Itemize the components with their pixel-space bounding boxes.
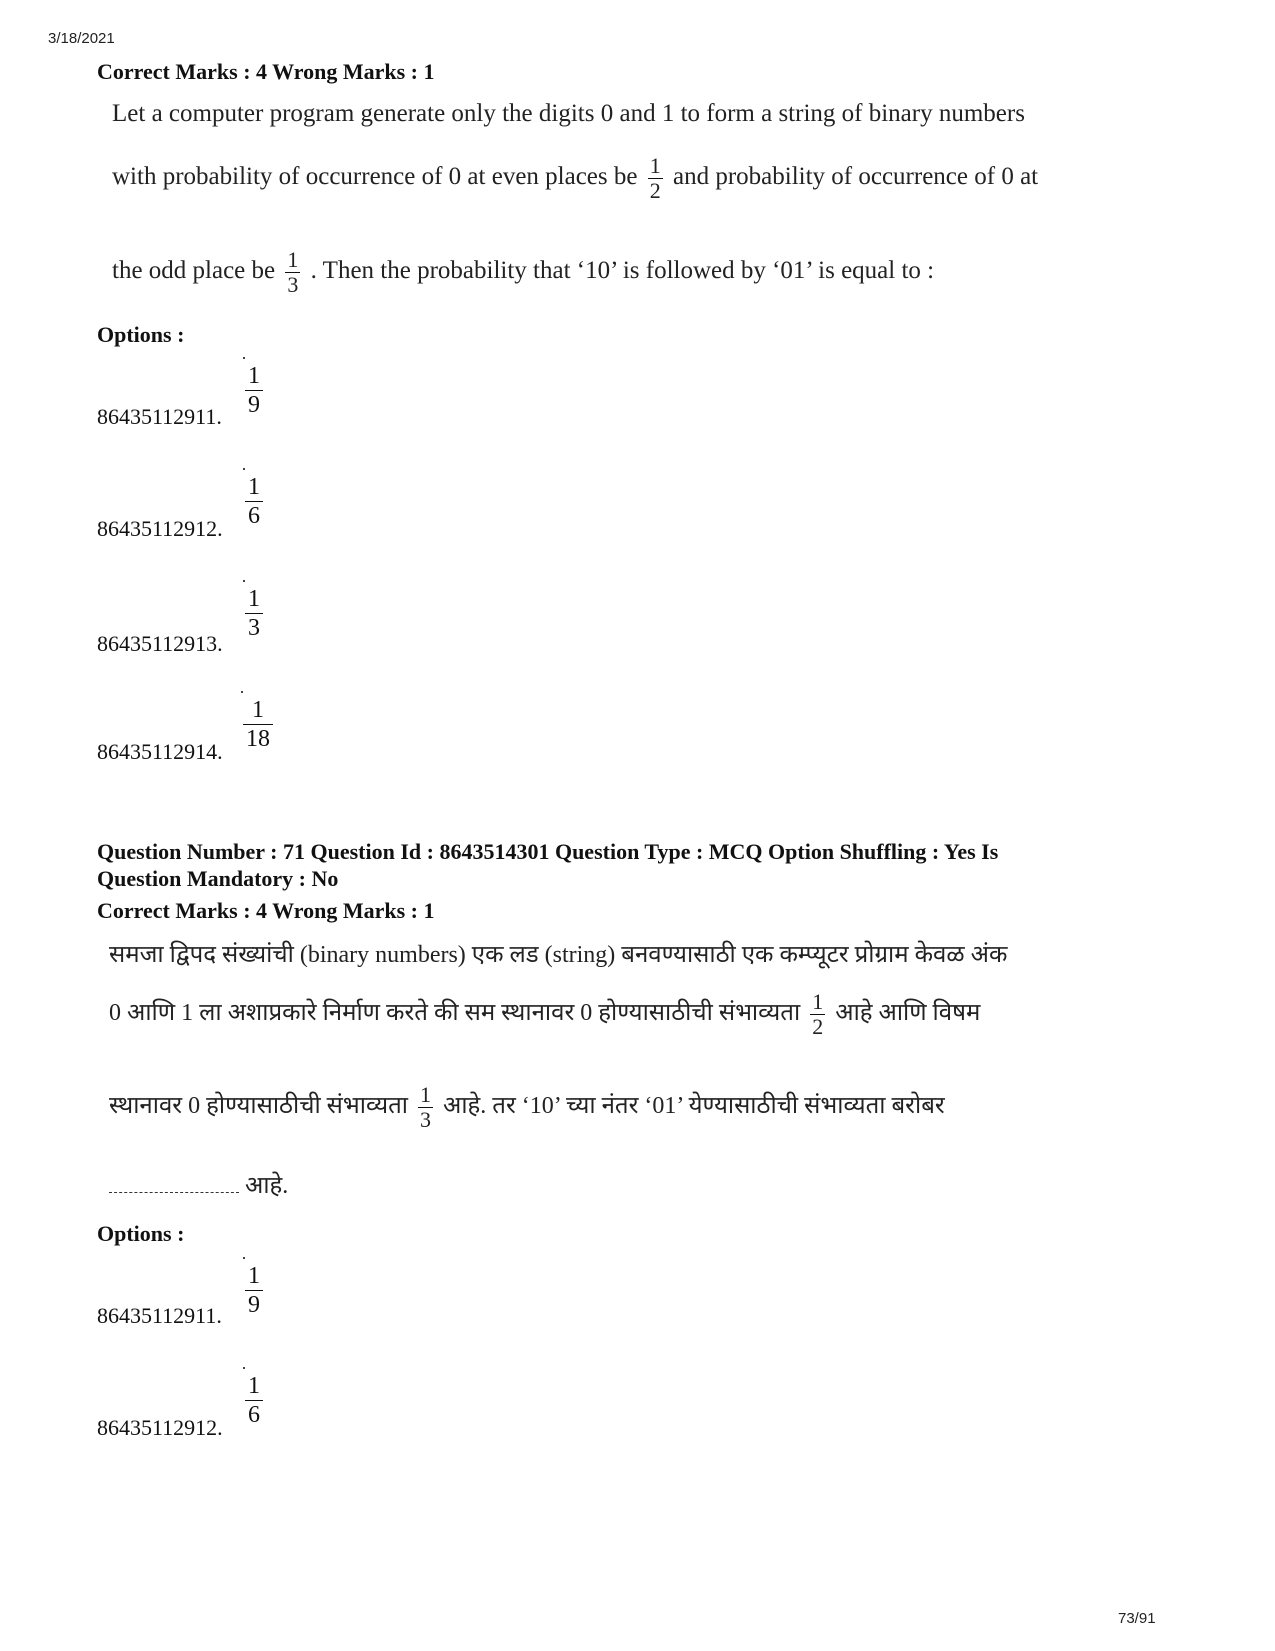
q71-fraction-half	[810, 990, 825, 1039]
option-marker	[243, 1367, 245, 1369]
fraction-denominator: 18	[246, 726, 270, 752]
q70-option-2-id[interactable]: 86435112912.	[97, 516, 223, 541]
q71-stem-line2	[109, 990, 980, 1039]
fraction-numerator: 1	[245, 473, 263, 502]
q71-options-label: Options :	[97, 1221, 185, 1246]
q71-option-2-id[interactable]: 86435112912.	[97, 1415, 223, 1440]
fraction-denominator: 6	[248, 1402, 260, 1428]
q71-marks: Correct Marks : 4 Wrong Marks : 1	[97, 898, 435, 923]
fraction-numerator: 1	[287, 247, 299, 272]
q70-option-3-fraction	[245, 585, 263, 642]
q71-fraction-third	[418, 1083, 433, 1132]
q70-fraction-third	[285, 248, 300, 297]
q70-stem-line2	[112, 154, 1038, 203]
q71-stem-line3-b: आहे. तर ‘10’ च्या नंतर ‘01’ येण्यासाठीची संभाव्यता बरोबर	[443, 1093, 945, 1120]
q71-stem-line3-a: स्थानावर 0 होण्यासाठीची संभाव्यता	[109, 1093, 408, 1120]
fraction-denominator: 2	[649, 178, 661, 203]
fraction-numerator: 1	[245, 1372, 263, 1401]
q70-stem-line3-a: the odd place be	[112, 257, 276, 285]
q71-option-1-fraction	[245, 1262, 263, 1319]
option-marker	[243, 1257, 245, 1259]
q71-stem-line4	[109, 1168, 288, 1201]
fraction-numerator: 1	[245, 1262, 263, 1291]
q70-stem-line3	[112, 248, 934, 297]
fraction-denominator: 9	[248, 1292, 260, 1318]
fraction-numerator: 1	[245, 362, 263, 391]
option-marker	[243, 468, 245, 470]
fraction-numerator: 1	[243, 696, 273, 725]
fraction-numerator: 1	[649, 153, 661, 178]
fraction-denominator: 3	[287, 272, 299, 297]
q71-stem-line2-a: 0 आणि 1 ला अशाप्रकारे निर्माण करते की सम स्थानावर 0 होण्यासाठीची संभाव्यता	[109, 1000, 801, 1027]
print-date: 3/18/2021	[48, 30, 115, 47]
fraction-numerator: 1	[420, 1082, 431, 1107]
q71-header-line2: Question Mandatory : No	[97, 866, 339, 891]
fraction-denominator: 6	[248, 503, 260, 529]
q71-stem-line3	[109, 1083, 945, 1132]
q71-stem-line2-b: आहे आणि विषम	[835, 1000, 981, 1027]
fraction-numerator: 1	[245, 585, 263, 614]
fraction-numerator: 1	[812, 989, 824, 1014]
fraction-denominator: 3	[248, 615, 260, 641]
q70-stem-line1: Let a computer program generate only the digits 0 and 1 to form a string of binary numbers	[112, 100, 1025, 127]
q70-stem-line2-a: with probability of occurrence of 0 at even places be	[112, 163, 638, 191]
fraction-denominator: 9	[248, 392, 260, 418]
q70-stem-line3-b: . Then the probability that ‘10’ is followed by ‘01’ is equal to :	[310, 257, 935, 285]
q71-option-1-id[interactable]: 86435112911.	[97, 1303, 222, 1328]
q70-option-1-fraction	[245, 362, 263, 419]
q71-header-line1: Question Number : 71 Question Id : 8643514301 Question Type : MCQ Option Shuffling : Yes Is	[97, 839, 999, 864]
q70-option-4-id[interactable]: 86435112914.	[97, 739, 223, 764]
q71-stem-line4-text: आहे.	[245, 1173, 289, 1199]
q70-fraction-half	[648, 154, 663, 203]
option-marker	[243, 580, 245, 582]
q70-option-4-fraction	[243, 696, 273, 753]
q71-option-2-fraction	[245, 1372, 263, 1429]
answer-blank	[109, 1192, 239, 1193]
q70-option-1-id[interactable]: 86435112911.	[97, 404, 222, 429]
option-marker	[241, 691, 243, 693]
page-number: 73/91	[1118, 1610, 1156, 1627]
q70-option-2-fraction	[245, 473, 263, 530]
fraction-denominator: 3	[420, 1107, 431, 1132]
q70-option-3-id[interactable]: 86435112913.	[97, 631, 223, 656]
q71-stem-line1: समजा द्विपद संख्यांची (binary numbers) एक लड (string) बनवण्यासाठी एक कम्प्यूटर प्रोग्राम केवळ अंक	[109, 942, 1008, 968]
option-marker	[243, 357, 245, 359]
q70-marks: Correct Marks : 4 Wrong Marks : 1	[97, 59, 435, 84]
q70-stem-line2-b: and probability of occurrence of 0 at	[672, 163, 1039, 191]
q70-options-label: Options :	[97, 322, 185, 347]
fraction-denominator: 2	[812, 1014, 824, 1039]
